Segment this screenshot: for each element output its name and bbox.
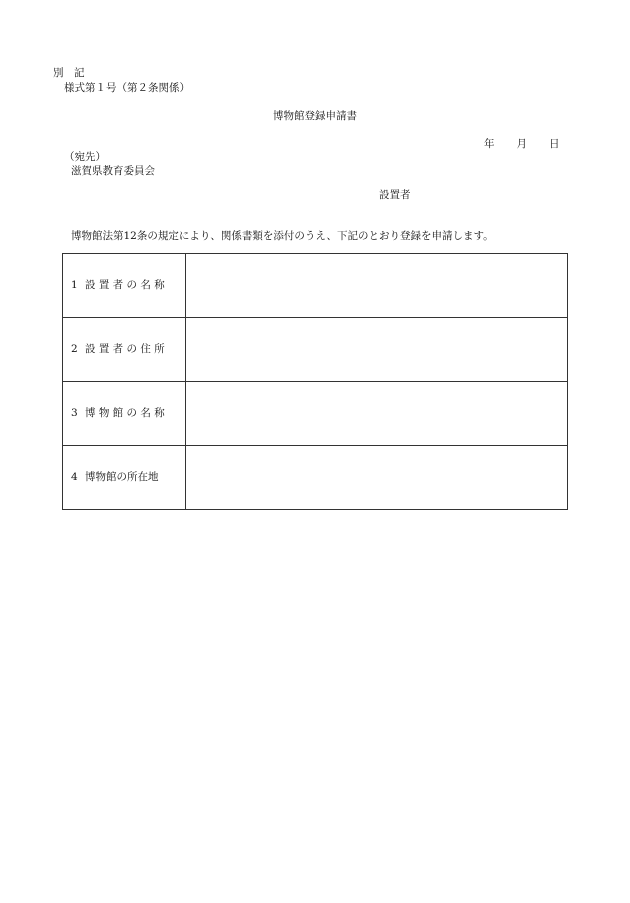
row-label-text: 博 物 館 の 名 称: [85, 407, 165, 420]
row-label-text: 博物館の所在地: [85, 471, 159, 484]
row-number: 4: [71, 471, 78, 484]
table-row: [63, 382, 568, 446]
row-label: [63, 254, 186, 318]
date-line: [484, 139, 560, 150]
table-row: [63, 446, 568, 510]
appendix-label: 別 記: [53, 67, 85, 79]
table-row: [63, 254, 568, 318]
registration-table: [62, 253, 568, 510]
date-year-label: 年: [484, 138, 495, 150]
founder-label: 設置者: [379, 189, 411, 201]
row-number: 1: [71, 279, 78, 292]
addressee-name: 滋賀県教育委員会: [71, 165, 155, 177]
table-row: [63, 318, 568, 382]
row-number: 3: [71, 407, 78, 420]
row-label-text: 設 置 者 の 住 所: [85, 343, 165, 356]
document-title: 博物館登録申請書: [273, 110, 357, 122]
form-number: 様式第１号（第２条関係）: [64, 82, 190, 94]
row-label: [63, 318, 186, 382]
museum-location-field[interactable]: [186, 446, 568, 510]
application-statement: 博物館法第12条の規定により、関係書類を添付のうえ、下記のとおり登録を申請します。: [71, 230, 494, 242]
row-label-text: 設 置 者 の 名 称: [85, 279, 165, 292]
founder-address-field[interactable]: [186, 318, 568, 382]
row-label: [63, 446, 186, 510]
row-number: 2: [71, 343, 78, 356]
founder-name-field[interactable]: [186, 254, 568, 318]
museum-name-field[interactable]: [186, 382, 568, 446]
date-month-label: 月: [516, 138, 527, 150]
row-label: [63, 382, 186, 446]
addressee-prefix: （宛先）: [64, 151, 106, 163]
date-day-label: 日: [549, 138, 560, 150]
